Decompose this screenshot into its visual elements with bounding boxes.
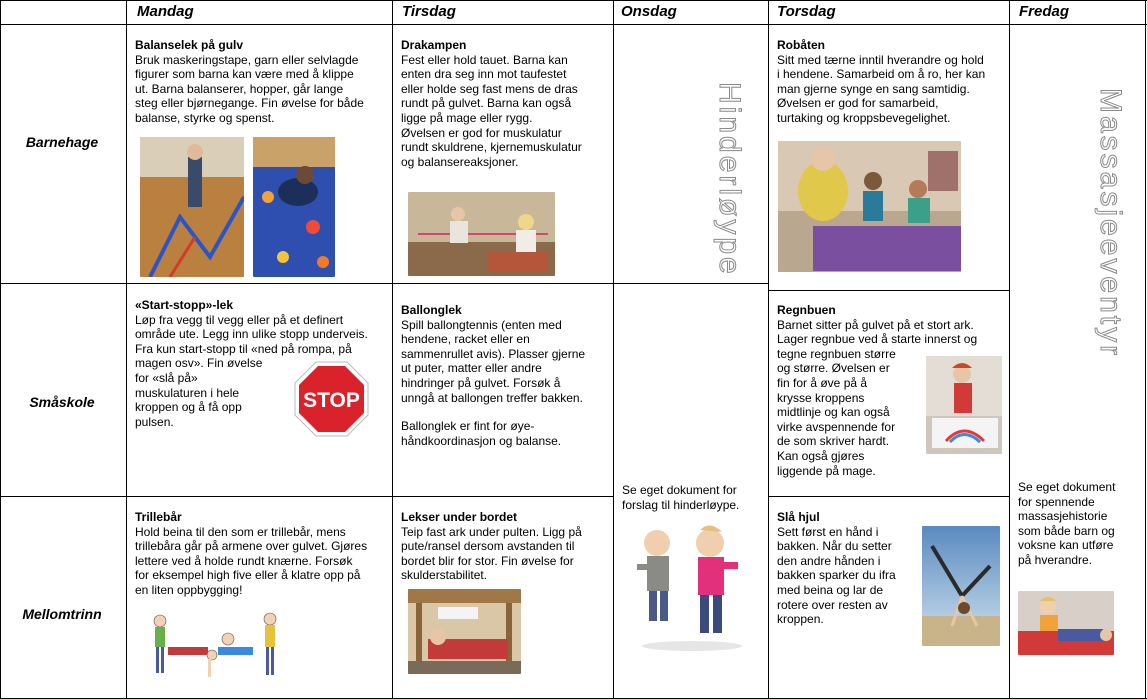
- activity-text: Sett først en hånd i bakken. Når du setter den andre hånden i bakken sparker du ifra med beina og lar de rotere over resten av kroppen.: [777, 524, 896, 627]
- activity-title: Ballonglek: [401, 303, 462, 317]
- onsdag-note-text: Se eget dokument for forslag til hinderløype.: [622, 483, 740, 512]
- activity-text: Hold beina til den som er trillebår, mens trillebåra går på armene over gulvet. Gjøres lettere ved å holde rundt knærne. Forsøk for eksempel high five eller å klatre opp på en liten oppbygging!: [135, 524, 368, 597]
- activity-text: Spill ballongtennis (enten med hendene, racket eller en sammenrullet avis). Plasser gjerne ut puter, matter eller andre hindringer på gulvet. Forsøk å unngå at ballongen treffer bakken.: [401, 317, 586, 405]
- header-tirsdag: Tirsdag: [402, 3, 456, 20]
- activity-text-extra: Ballonglek er fint for øye- håndkoordinasjon og balanse.: [401, 419, 562, 448]
- grid-line: [1145, 0, 1146, 699]
- row-label-mellomtrinn: Mellomtrinn: [22, 606, 102, 622]
- jumping-kids-photo: [622, 518, 752, 653]
- grid-line: [0, 283, 768, 284]
- header-torsdag: Torsdag: [777, 3, 836, 20]
- row-label-barnehage: Barnehage: [25, 134, 99, 150]
- activity-title: Robåten: [777, 38, 825, 52]
- header-onsdag: Onsdag: [621, 3, 677, 20]
- activity-title: Regnbuen: [777, 303, 836, 317]
- cell-tirsdag-mellomtrinn: [401, 510, 611, 583]
- grid-line: [392, 0, 393, 699]
- activity-title: Lekser under bordet: [401, 510, 518, 524]
- activity-title: Drakampen: [401, 38, 467, 52]
- activity-text: Sitt med tærne inntil hverandre og hold i hendene. Samarbeid om å ro, her kan man gjerne synge en sang samtidig. Øvelsen er god for samarbeid, turtaking og kroppsbevegelighet.: [777, 52, 986, 125]
- wheelbarrow-drawing: [148, 611, 283, 683]
- grid-line: [1009, 0, 1010, 699]
- row-label-smaskole: Småskole: [29, 394, 95, 410]
- grid-line: [768, 496, 1010, 497]
- activity-text: Løp fra vegg til vegg eller på et definert område ute. Legg inn ulike stopp underveis. Fra kun start-stopp til «ned på rompa, på magen osv». Fin øvelse for «slå på» muskulaturen i hele kroppen og å få opp pulsen.: [135, 312, 368, 429]
- grid-line: [768, 290, 1010, 291]
- grid-line: [0, 496, 614, 497]
- activity-title: Trillebår: [135, 510, 182, 524]
- grid-line: [0, 0, 1, 699]
- tug-of-war-photo: [408, 192, 555, 276]
- stop-sign-icon: [294, 361, 369, 437]
- cell-tirsdag-smaskole: [401, 303, 611, 448]
- onsdag-note: [622, 483, 767, 512]
- cell-mandag-barnehage: [135, 38, 389, 126]
- fredag-note-text: Se eget dokument for spennende massasjehistorie som både barn og voksne kan utføre på hverandre.: [1018, 480, 1116, 567]
- grid-line: [126, 0, 127, 699]
- rowboat-photo: [778, 141, 961, 272]
- grid-line: [613, 0, 614, 699]
- stop-sign-text: STOP: [303, 389, 360, 412]
- activity-title: Balanselek på gulv: [135, 38, 244, 52]
- balance-floor-photo-1: [140, 137, 244, 277]
- grid-line: [768, 0, 769, 699]
- massage-photo: [1018, 591, 1114, 655]
- cell-torsdag-barnehage: [777, 38, 1007, 126]
- balance-floor-photo-2: [253, 137, 335, 277]
- hinderloype-heading: Hinderløype: [713, 82, 746, 277]
- activity-text: Teip fast ark under pulten. Ligg på pute/ransel dersom avstanden til bordet blir for stor. Fin øvelse for skulderstabilitet.: [401, 524, 582, 583]
- activity-title: «Start-stopp»-lek: [135, 298, 234, 312]
- activity-title: Slå hjul: [777, 510, 820, 524]
- activity-text: Fest eller hold tauet. Barna kan enten dra seg inn mot taufestet eller holde seg fast mens de dras rundt på gulvet. Barna kan også ligge på mage eller rygg. Øvelsen er god for muskulatur rundt skuldrene, kjernemuskulatur og balansereaksjoner.: [401, 52, 582, 169]
- fredag-note: [1018, 480, 1144, 568]
- massasjeeventyr-heading: Massasjeeventyr: [1094, 88, 1127, 359]
- cell-tirsdag-barnehage: [401, 38, 611, 169]
- activity-text: Barnet sitter på gulvet på et stort ark. Lager regnbue ved å starte innerst og tegne regnbuen større og større. Øvelsen er fin for å øve på å krysse kroppens midtlinje og kan også virke avspennende for de som skriver hardt. Kan også gjøres liggende på mage.: [777, 317, 978, 478]
- cartwheel-photo: [922, 526, 1000, 646]
- grid-line: [0, 24, 1147, 25]
- activity-text: Bruk maskeringstape, garn eller selvlagde figurer som barna kan være med å klippe ut. Barna balanserer, hopper, går lange steg eller bjørnegange. Fin øvelse for både balanse, styrke og spenst.: [135, 52, 364, 125]
- cell-mandag-mellomtrinn: [135, 510, 389, 598]
- cell-torsdag-mellomtrinn: [777, 510, 917, 627]
- rainbow-drawing-photo: [926, 356, 1002, 454]
- header-mandag: Mandag: [137, 3, 194, 20]
- homework-under-table-photo: [408, 589, 521, 674]
- header-fredag: Fredag: [1019, 3, 1070, 20]
- grid-line: [0, 0, 1147, 1]
